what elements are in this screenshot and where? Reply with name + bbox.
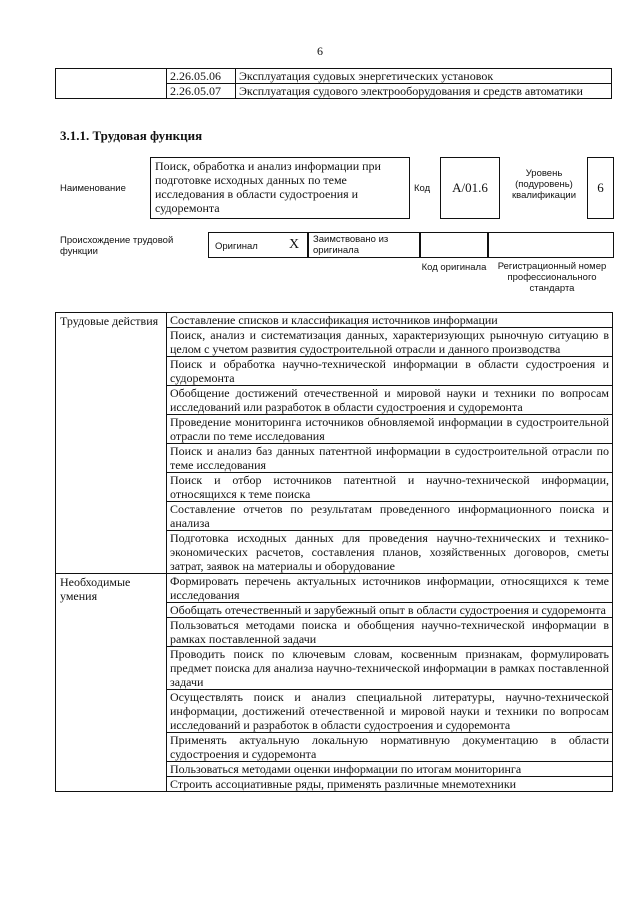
level-label: Уровень (подуровень) квалификации <box>511 168 577 201</box>
list-item: Проведение мониторинга источников обновляемой информации в судостроительной отрасли по теме исследования <box>167 415 613 444</box>
origin-label: Происхождение трудовой функции <box>60 235 174 257</box>
list-item: Обобщение достижений отечественной и мировой науки и техники по вопросам исследований или разработок в области судостроения и судоремонта <box>167 386 613 415</box>
occupation-code: 2.26.05.07 <box>167 84 236 99</box>
list-item: Осуществлять поиск и анализ специальной литературы, научно-технической информации, достижений отечественной и мировой науки и техники по вопросам исследований и разработок в области судостроения и судоремонта <box>167 690 613 733</box>
list-item: Поиск и обработка научно-технической информации в области судостроения и судоремонта <box>167 357 613 386</box>
reg-number-cell <box>488 232 614 258</box>
reg-number-label: Регистрационный номер профессионального стандарта <box>497 261 607 294</box>
name-label: Наименование <box>60 183 126 194</box>
list-item: Поиск и анализ баз данных патентной информации в судостроительной отрасли по теме исследования <box>167 444 613 473</box>
function-code: A/01.6 <box>440 157 500 219</box>
list-item: Поиск и отбор источников патентной и научно-технической информации, относящихся к теме поиска <box>167 473 613 502</box>
occupation-code: 2.26.05.06 <box>167 69 236 84</box>
borrowed-box <box>308 232 420 258</box>
original-label: Оригинал <box>215 241 258 252</box>
occupations-blank-cell <box>56 69 167 99</box>
function-details-table <box>55 312 613 792</box>
list-item: Проводить поиск по ключевым словам, косвенным признакам, формулировать предмет поиска для анализа научно-технической информации в рамках поставленной задачи <box>167 647 613 690</box>
code-original-cell <box>420 232 488 258</box>
list-item: Составление списков и классификация источников информации <box>167 313 613 328</box>
page-number: 6 <box>317 44 323 58</box>
table-row <box>56 313 613 328</box>
list-item: Пользоваться методами поиска и обобщения научно-технической информации в рамках поставленной задачи <box>167 618 613 647</box>
list-item: Применять актуальную локальную нормативную документацию в области судостроения и судоремонта <box>167 733 613 762</box>
list-item: Строить ассоциативные ряды, применять различные мнемотехники <box>167 777 613 792</box>
list-item: Составление отчетов по результатам проведенного информационного поиска и анализа <box>167 502 613 531</box>
original-box <box>208 232 308 258</box>
list-item: Пользоваться методами оценки информации по итогам мониторинга <box>167 762 613 777</box>
code-label: Код <box>414 183 431 194</box>
section-title: 3.1.1. Трудовая функция <box>60 128 203 143</box>
occupation-name: Эксплуатация судового электрооборудования и средств автоматики <box>236 84 612 99</box>
qualification-level: 6 <box>587 157 614 219</box>
function-name: Поиск, обработка и анализ информации при подготовке исходных данных по теме исследования в области судостроения и судоремонта <box>150 157 410 219</box>
table-row <box>56 574 613 603</box>
list-item: Подготовка исходных данных для проведения научно-технических и технико-экономических расчетов, составления планов, хозяйственных договоров, сметы затрат, заявок на материалы и оборудование <box>167 531 613 574</box>
code-original-label: Код оригинала <box>421 262 487 273</box>
list-item: Формировать перечень актуальных источников информации, относящихся к теме исследования <box>167 574 613 603</box>
occupation-name: Эксплуатация судовых энергетических установок <box>236 69 612 84</box>
section-heading: Необходимые умения <box>56 574 167 792</box>
section-heading: Трудовые действия <box>56 313 167 574</box>
borrowed-label: Заимствовано из оригинала <box>313 234 389 256</box>
details-body <box>56 313 613 792</box>
list-item: Поиск, анализ и систематизация данных, характеризующих рыночную ситуацию в целом с учетом развития судостроительной отрасли и данного производства <box>167 328 613 357</box>
table-row <box>56 69 612 84</box>
list-item: Обобщать отечественный и зарубежный опыт в области судостроения и судоремонта <box>167 603 613 618</box>
occupations-table <box>55 68 612 99</box>
original-mark: X <box>289 237 300 252</box>
